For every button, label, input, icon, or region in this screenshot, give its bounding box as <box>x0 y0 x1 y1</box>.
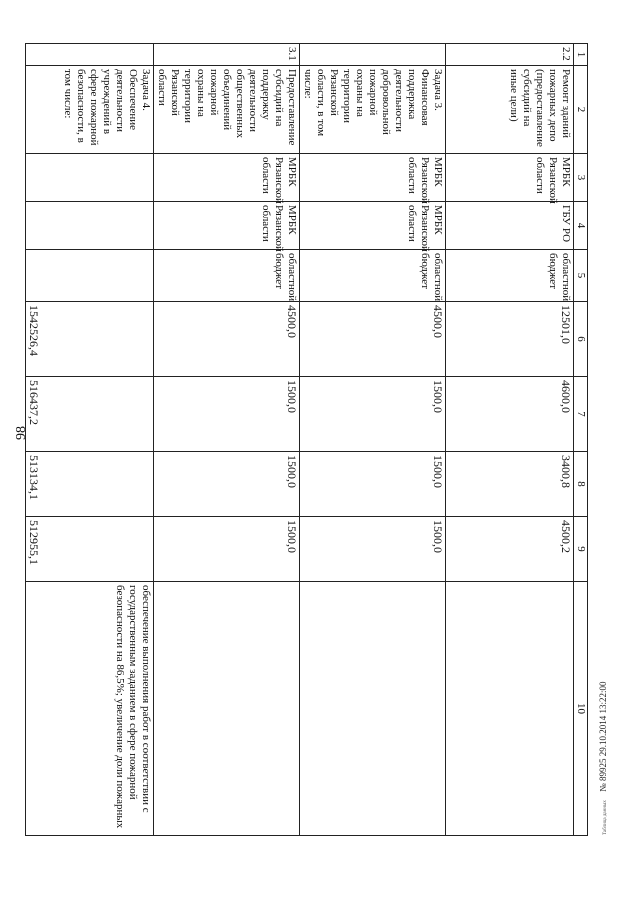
table-cell: 1500,0 <box>300 517 446 582</box>
header-cell: 2 <box>574 66 588 154</box>
table-cell: МРБК Рязанской области <box>446 154 574 202</box>
table-cell <box>300 582 446 836</box>
header-cell: 1 <box>574 44 588 66</box>
table-cell: 1542526,4 <box>26 302 154 377</box>
table-cell: Предоставление субсидий на поддержку деятельности общественных объединений пожарной охраны на территории Рязанской области <box>154 66 300 154</box>
table-cell <box>26 202 154 250</box>
table-cell: МРБК Рязанской области <box>300 154 446 202</box>
footer-stamp: Таблица данных <box>603 800 608 835</box>
table-row <box>446 44 574 836</box>
table-cell: Задача 3. Финансовая поддержка деятельности добровольной пожарной охраны на территории Рязанской области, в том числе: <box>300 66 446 154</box>
footer <box>598 682 608 835</box>
table-row <box>26 44 154 836</box>
table-cell: областной бюджет <box>300 250 446 302</box>
rotated-table-container <box>27 43 588 835</box>
table-cell: 12501,0 <box>446 302 574 377</box>
table-cell: областной бюджет <box>446 250 574 302</box>
table-cell <box>26 154 154 202</box>
page-number: 98 <box>14 426 29 440</box>
table-cell <box>26 250 154 302</box>
header-cell: 3 <box>574 154 588 202</box>
table-cell: 4500,0 <box>154 302 300 377</box>
table-cell: МРБК Рязанской области <box>154 154 300 202</box>
header-cell: 9 <box>574 517 588 582</box>
table-cell: ГБУ РО <box>446 202 574 250</box>
table-cell: МРБК Рязанской области <box>300 202 446 250</box>
table-cell: 1500,0 <box>154 452 300 517</box>
header-cell: 5 <box>574 250 588 302</box>
table-cell: 1500,0 <box>300 377 446 452</box>
table-cell: Задача 4. Обеспечение деятельности учреждений в сфере пожарной безопасности, в том числе: <box>26 66 154 154</box>
table-cell: 4500,0 <box>300 302 446 377</box>
header-cell: 7 <box>574 377 588 452</box>
table-cell <box>446 582 574 836</box>
table-row <box>300 44 446 836</box>
table-cell: 513134,1 <box>26 452 154 517</box>
table-row <box>154 44 300 836</box>
table-cell: 1500,0 <box>154 517 300 582</box>
table-cell <box>154 582 300 836</box>
table-cell: 1500,0 <box>300 452 446 517</box>
table-cell: МРБК Рязанской области <box>154 202 300 250</box>
table-cell <box>300 44 446 66</box>
table-header-row <box>574 44 588 836</box>
table-cell: Ремонт зданий пожарных депо (предоставление субсидий на иные цели) <box>446 66 574 154</box>
footer-registration: № 89925 29.10.2014 13:22:00 <box>598 681 608 792</box>
program-table <box>25 43 588 836</box>
table-cell: 1500,0 <box>154 377 300 452</box>
table-cell: 4500,2 <box>446 517 574 582</box>
table-cell: 3400,8 <box>446 452 574 517</box>
table-cell <box>26 44 154 66</box>
table-cell: 4600,0 <box>446 377 574 452</box>
table-cell: обеспечение выполнения работ в соответствии с государственным заданием в сфере пожарной безопасности на 86,5%; увеличение доли пожарных <box>26 582 154 836</box>
header-cell: 6 <box>574 302 588 377</box>
header-cell: 8 <box>574 452 588 517</box>
table-cell: 516437,2 <box>26 377 154 452</box>
table-cell: 512955,1 <box>26 517 154 582</box>
table-cell: 3.1 <box>154 44 300 66</box>
header-cell: 4 <box>574 202 588 250</box>
header-cell: 10 <box>574 582 588 836</box>
table-cell: 2.2 <box>446 44 574 66</box>
table-cell: областной бюджет <box>154 250 300 302</box>
